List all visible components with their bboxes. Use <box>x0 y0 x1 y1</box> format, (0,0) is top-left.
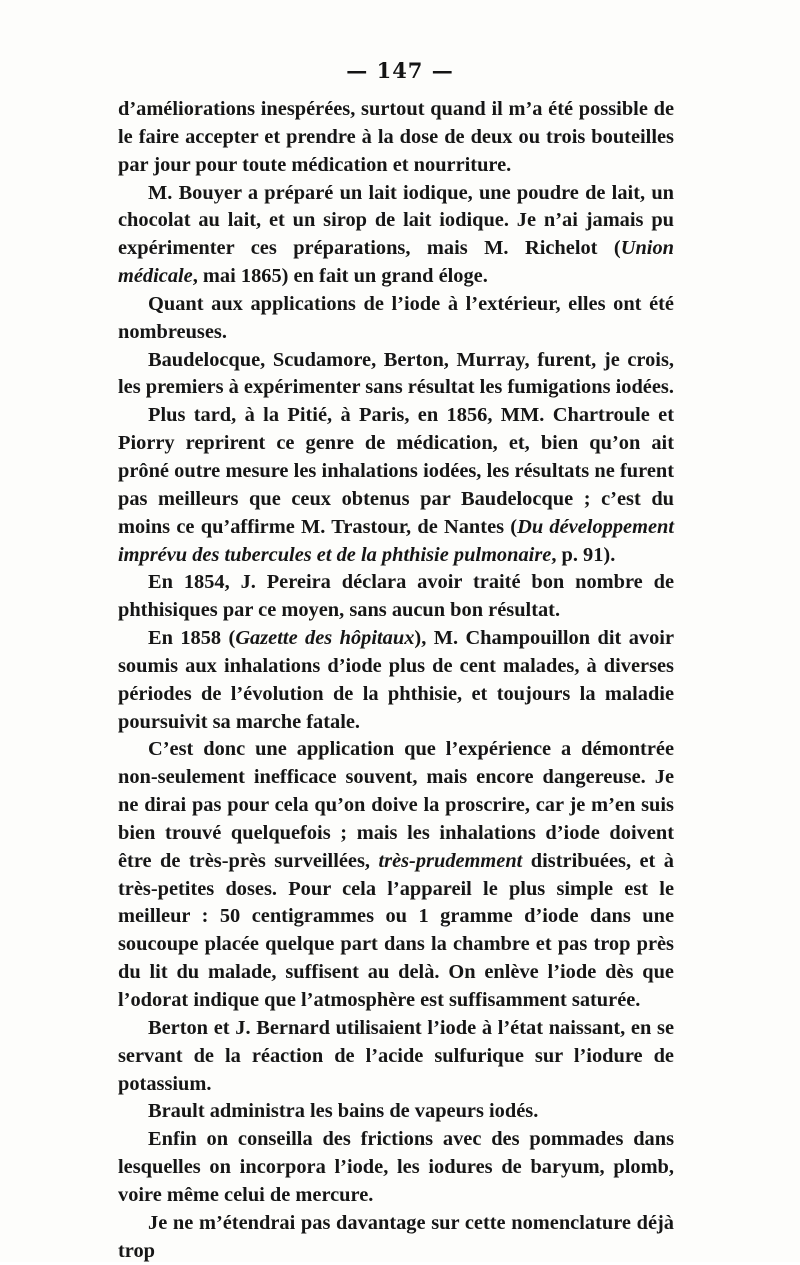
paragraph <box>118 180 674 291</box>
text-run: d’améliorations inespérées, surtout quand il m’a été possible de le faire accepter et prendre à la dose de deux ou trois bouteilles par jour pour toute médication et nourriture. <box>118 98 674 176</box>
text-run: Enfin on conseilla des frictions avec des pommades dans lesquelles on incorpora l’iode, les iodures de baryum, plomb, voire même celui de mercure. <box>118 1128 674 1206</box>
paragraph <box>118 625 674 736</box>
paragraph <box>118 1126 674 1210</box>
paragraph <box>118 1098 674 1126</box>
paragraph <box>118 1210 674 1265</box>
paragraph <box>118 291 674 347</box>
paragraph <box>118 347 674 403</box>
text-run: ), M. Champouillon dit avoir soumis aux inhalations d’iode plus de cent malades, à diverses périodes de l’évolution de la phthisie, et toujours la maladie poursuivit sa marche fatale. <box>118 627 674 733</box>
text-run: Berton et J. Bernard utilisaient l’iode à l’état naissant, en se servant de la réaction de l’acide sulfurique sur l’iodure de potassium. <box>118 1016 674 1095</box>
paragraph <box>118 1015 674 1099</box>
page-number: — 147 — <box>346 58 454 83</box>
text-run: En 1854, J. Pereira déclara avoir traité bon nombre de phthisiques par ce moyen, sans aucun bon résultat. <box>118 571 674 622</box>
italic-title: très-prudemment <box>378 849 523 872</box>
text-run: , mai 1865) en fait un grand éloge. <box>192 265 488 288</box>
body-text <box>118 96 674 1265</box>
text-run: En 1858 ( <box>148 627 236 650</box>
text-run: distribuées, et à très-petites doses. Pour cela l’appareil le plus simple est le meilleur : 50 centigrammes ou 1 gramme d’iode dans une soucoupe placée quelque part dans la chambre et pas trop près du lit du malade, suffisent au delà. On enlève l’iode dès que l’odorat indique que l’atmosphère est suffisamment saturée. <box>118 849 674 1011</box>
paragraph <box>118 402 674 569</box>
text-run: Baudelocque, Scudamore, Berton, Murray, furent, je crois, les premiers à expérimenter sans résultat les fumigations iodées. <box>118 348 674 399</box>
text-run: Quant aux applications de l’iode à l’extérieur, elles ont été nombreuses. <box>118 292 674 343</box>
italic-title: Union médicale <box>118 237 674 288</box>
text-run: Plus tard, à la Pitié, à Paris, en 1856, MM. Chartroule et Piorry reprirent ce genre de médication, et, bien qu’on ait prôné outre mesure les inhalations iodées, les résultats ne furent pas meilleurs que ceux obtenus par Baudelocque ; c’est du moins ce qu’affirme M. Trastour, de Nantes ( <box>118 404 674 538</box>
text-run: , p. 91). <box>551 543 616 566</box>
paragraph <box>118 736 674 1014</box>
text-run: Brault administra les bains de vapeurs iodés. <box>148 1100 539 1123</box>
italic-title: Du développement imprévu des tubercules et de la phthisie pulmonaire <box>118 515 674 566</box>
text-run: M. Bouyer a préparé un lait iodique, une poudre de lait, un chocolat au lait, et un sirop de lait iodique. Je n’ai jamais pu expérimenter ces préparations, mais M. Richelot ( <box>118 181 674 260</box>
paragraph <box>118 569 674 625</box>
text-run: Je ne m’étendrai pas davantage sur cette nomenclature déjà trop <box>118 1211 674 1262</box>
text-run: C’est donc une application que l’expérience a démontrée non-seulement inefficace souvent, mais encore dangereuse. Je ne dirai pas pour cela qu’on doive la proscrire, car je m’en suis bien trouvé quelquefois ; mais les inhalations d’iode doivent être de très-près surveillées, <box>118 738 674 872</box>
italic-title: Gazette des hôpitaux <box>235 627 415 650</box>
paragraph <box>118 96 674 180</box>
